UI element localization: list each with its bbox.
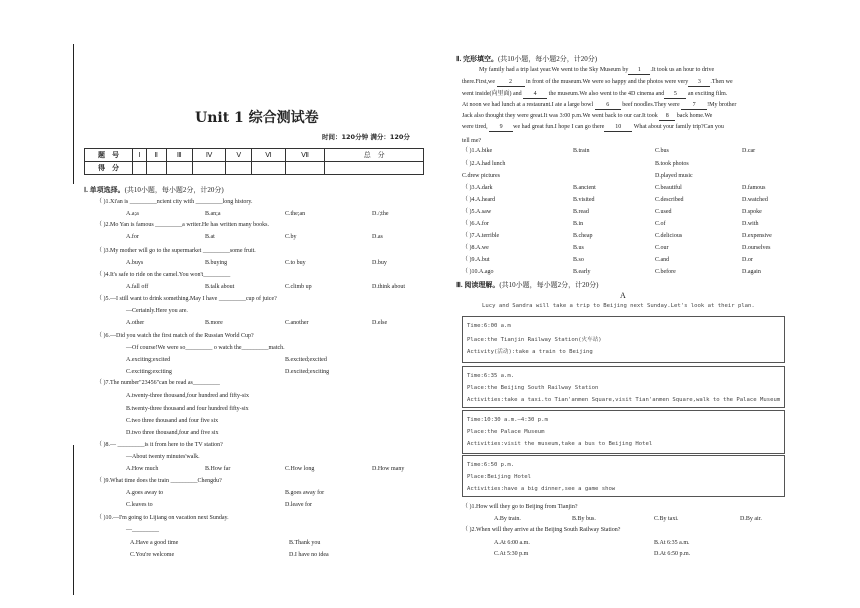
table-cell[interactable]	[325, 162, 424, 175]
passage-text: Jack also thought they were great.It was 3:00 p.m.We went back to our car.It took	[462, 113, 658, 119]
passage-text: in front of the museum.We were so happy and the photos were very	[526, 79, 689, 85]
passage-text: .It took us an hour to drive	[650, 67, 715, 73]
page-title: Unit 1 综合测试卷	[195, 110, 319, 126]
cloze-option[interactable]: （ )10.A.ago	[462, 269, 494, 275]
answer-option[interactable]: C.You're welcome	[130, 552, 175, 558]
answer-option[interactable]: C.leaves to	[126, 502, 153, 508]
question-stem: （ )1.Xi'an is _________ncient city with _________long history.	[96, 199, 253, 205]
cloze-option[interactable]: C.of	[655, 221, 666, 227]
section-1-heading	[84, 186, 224, 194]
answer-option[interactable]: A.exciting;excited	[126, 357, 171, 363]
cloze-option[interactable]: D.ourselves	[742, 245, 771, 251]
passage-text: noodles.They were	[634, 102, 680, 108]
answer-option[interactable]: D./;the	[372, 211, 389, 217]
blank[interactable]: 9	[489, 124, 513, 132]
table-cell: Ⅲ	[166, 149, 192, 162]
answer-option[interactable]: B.goes away for	[285, 490, 325, 496]
answer-option[interactable]: D.buy	[372, 260, 387, 266]
section-3-heading	[456, 281, 599, 289]
answer-option[interactable]: D.By air.	[740, 516, 762, 522]
blank[interactable]: 4	[523, 91, 547, 99]
question-stem: （ )6.—Did you watch the first match of the Russian World Cup?	[96, 333, 254, 339]
cloze-option[interactable]: C.used	[655, 209, 672, 215]
table-cell[interactable]	[146, 162, 166, 175]
cloze-option[interactable]: B.read	[573, 209, 589, 215]
passage-line	[462, 102, 736, 110]
score-table-header	[85, 149, 424, 162]
table-cell: 总 分	[325, 149, 424, 162]
question-stem: （ )5.—I still want to drink something.May I have _________cup of juice?	[96, 296, 277, 302]
cloze-option[interactable]: D.famous	[742, 185, 766, 191]
blank[interactable]: 3	[688, 79, 710, 87]
table-cell: Ⅵ	[252, 149, 285, 162]
page-subtitle: 时间：120分钟 满分：120分	[322, 133, 410, 141]
section-3-title: Ⅲ. 阅读理解。	[456, 281, 500, 289]
question-stem: （ )7.The number"23456"can be read as_________	[96, 380, 220, 386]
cloze-option[interactable]: C.drew pictures	[462, 173, 500, 179]
cloze-option[interactable]: B.ancient	[573, 185, 596, 191]
table-cell[interactable]	[226, 162, 252, 175]
passage-text: What about your family trip?Can you	[633, 124, 724, 130]
section-2-heading	[456, 55, 597, 63]
answer-option[interactable]: C.climb up	[285, 284, 312, 290]
cloze-option[interactable]: B.took photos	[655, 161, 689, 167]
blank[interactable]: 5	[664, 91, 686, 99]
schedule-time: Time:6:35 a.m.	[467, 373, 515, 379]
passage-text: .Then we	[710, 79, 733, 85]
cloze-option[interactable]: D.car	[742, 148, 756, 154]
table-cell: Ⅴ	[226, 149, 252, 162]
schedule-block	[462, 316, 785, 363]
question-line: —Certainly.Here you are.	[126, 308, 188, 314]
table-cell: Ⅳ	[192, 149, 225, 162]
table-cell[interactable]	[252, 162, 285, 175]
answer-option[interactable]: A.buys	[126, 260, 144, 266]
section-3-note: (共10小题，每小题2分，计20分)	[499, 281, 599, 289]
cloze-option[interactable]: （ )2.A.had lunch	[462, 161, 506, 167]
schedule-activity: Activities:visit the museum,take a bus to Beijing Hotel	[467, 441, 653, 447]
answer-option[interactable]: D.excited;exciting	[285, 369, 330, 375]
answer-option[interactable]: D.think about	[372, 284, 405, 290]
answer-option[interactable]: B.By bus.	[572, 516, 596, 522]
passage-text: the museum.We also went to the 4D cinema and	[548, 91, 665, 97]
blank[interactable]: 8	[659, 113, 675, 121]
blank[interactable]: 10	[604, 124, 632, 132]
blank[interactable]: 6	[595, 102, 621, 110]
passage-line	[462, 79, 733, 87]
schedule-place: Place:the Tianjin Railway Station(火车站)	[467, 337, 602, 343]
cloze-option[interactable]: C.bus	[655, 148, 669, 154]
answer-option[interactable]: C.exciting;exciting	[126, 369, 172, 375]
passage-text: went inside(向里面) and	[462, 91, 522, 97]
passage-text: beef	[622, 102, 633, 108]
cloze-option[interactable]: （ )9.A.but	[462, 257, 490, 263]
question-stem: （ )2.Mo Yan is famous _________a writer.He has written many books.	[96, 222, 269, 228]
answer-option[interactable]: D.I have no idea	[289, 552, 329, 558]
answer-option[interactable]: C.By taxi.	[654, 516, 679, 522]
cloze-option[interactable]: C.and	[655, 257, 670, 263]
table-cell[interactable]	[166, 162, 192, 175]
table-cell: 题 号	[85, 149, 133, 162]
answer-option[interactable]: C.At 5:30 p.m	[494, 551, 529, 557]
passage-text: an exciting film.	[687, 91, 728, 97]
schedule-activity: Activities:have a big dinner,see a game show	[467, 486, 616, 492]
cloze-option[interactable]: C.beautiful	[655, 185, 682, 191]
table-cell: Ⅶ	[285, 149, 325, 162]
passage-line	[462, 113, 712, 121]
blank[interactable]: 2	[497, 79, 525, 87]
cloze-option[interactable]: （ )3.A.dark	[462, 185, 493, 191]
cloze-option[interactable]: （ )6.A.for	[462, 221, 489, 227]
binding-line	[73, 445, 74, 595]
cloze-option[interactable]: D.played music	[655, 173, 693, 179]
cloze-option[interactable]: D.or	[742, 257, 753, 263]
cloze-option[interactable]: B.so	[573, 257, 584, 263]
cloze-option[interactable]: （ )4.A.heard	[462, 197, 496, 203]
cloze-option[interactable]: C.described	[655, 197, 684, 203]
schedule-block	[462, 366, 785, 408]
answer-option[interactable]: D.two three thousand,four and five six	[126, 430, 219, 436]
section-1-title: Ⅰ. 单项选择。	[84, 186, 125, 194]
question-line: —About twenty minutes'walk.	[126, 454, 200, 460]
passage-text: we had great fun.I hope I can go there	[513, 124, 605, 130]
answer-option[interactable]: B.twenty-three thousand and four hundred fifty-six	[126, 406, 249, 412]
answer-option[interactable]: B.Thank you	[289, 540, 321, 546]
question-stem: （ )2.When will they arrive at the Beijing South Railway Station?	[462, 527, 621, 533]
schedule-block	[462, 455, 785, 497]
schedule-place: Place:Beijing Hotel	[467, 474, 531, 480]
answer-option[interactable]: D.leave for	[285, 502, 312, 508]
schedule-activity: Activities:take a taxi.to Tian'anmen Square,visit Tian'anmen Square,walk to the Palace Museum	[467, 397, 781, 403]
passage-intro: Lucy and Sandra will take a trip to Beijing next Sunday.Let's look at their plan.	[482, 303, 755, 309]
cloze-option[interactable]: D.with	[742, 221, 759, 227]
passage-text: were tired,	[462, 124, 488, 130]
table-cell[interactable]	[285, 162, 325, 175]
question-line: —_________	[126, 527, 159, 533]
passage-text: !My brother	[707, 102, 737, 108]
answer-option[interactable]: D.else	[372, 320, 388, 326]
cloze-option[interactable]: B.train	[573, 148, 590, 154]
schedule-time: Time:6:00 a.m	[467, 323, 511, 329]
schedule-activity: Activity(活动):take a train to Beijing	[467, 349, 593, 355]
table-cell: Ⅰ	[133, 149, 147, 162]
cloze-option[interactable]: （ )7.A.terrible	[462, 233, 500, 239]
score-table-row	[85, 162, 424, 175]
answer-option[interactable]: B.more	[205, 320, 223, 326]
cloze-option[interactable]: （ )5.A.saw	[462, 209, 492, 215]
answer-option[interactable]: B.How far	[205, 466, 231, 472]
passage-text: there.First,we	[462, 79, 495, 85]
cloze-option[interactable]: B.in	[573, 221, 584, 227]
cloze-option[interactable]: D.spoke	[742, 209, 762, 215]
answer-option[interactable]: B.At 6:35 a.m.	[654, 540, 690, 546]
question-stem: （ )3.My mother will go to the supermarket _________some fruit.	[96, 248, 256, 254]
answer-option[interactable]: A.for	[126, 234, 139, 240]
table-cell: 得 分	[85, 162, 133, 175]
schedule-place: Place:the Beijing South Railway Station	[467, 385, 599, 391]
answer-option[interactable]: D.as	[372, 234, 383, 240]
blank[interactable]: 1	[628, 67, 650, 75]
answer-option[interactable]: C.the;an	[285, 211, 306, 217]
question-stem: （ )10.—I'm going to Lijiang on vacation next Sunday.	[96, 515, 229, 521]
passage-text: back home.We	[676, 113, 713, 119]
schedule-time: Time:6:50 p.m.	[467, 462, 515, 468]
cloze-option[interactable]: C.delicious	[655, 233, 683, 239]
schedule-time: Time:10:30 a.m.—4:30 p.m	[467, 417, 548, 423]
section-2-title: Ⅱ. 完形填空。	[456, 55, 498, 63]
table-cell[interactable]	[192, 162, 225, 175]
answer-option[interactable]: C.by	[285, 234, 297, 240]
answer-option[interactable]: C.to buy	[285, 260, 306, 266]
answer-option[interactable]: B.an;a	[205, 211, 221, 217]
cloze-option[interactable]: （ )8.A.we	[462, 245, 489, 251]
answer-option[interactable]: A.At 6:00 a.m.	[494, 540, 530, 546]
passage-letter: A	[620, 291, 626, 300]
answer-option[interactable]: B.buying	[205, 260, 228, 266]
passage-line	[462, 124, 724, 132]
cloze-option[interactable]: D.again	[742, 269, 761, 275]
passage-line	[479, 67, 714, 75]
cloze-option[interactable]: C.our	[655, 245, 669, 251]
question-stem: （ )1.How will they go to Beijing from Tianjin?	[462, 504, 578, 510]
question-stem: （ )8.— _________is it from here to the TV station?	[96, 442, 223, 448]
cloze-option[interactable]: D.expensive	[742, 233, 772, 239]
answer-option[interactable]: B.talk about	[205, 284, 235, 290]
cloze-option[interactable]: （ )1.A.bike	[462, 148, 493, 154]
answer-option[interactable]: C.another	[285, 320, 309, 326]
cloze-option[interactable]: D.watched	[742, 197, 768, 203]
answer-option[interactable]: D.How many	[372, 466, 405, 472]
answer-option[interactable]: A.How much	[126, 466, 159, 472]
cloze-option[interactable]: C.before	[655, 269, 676, 275]
answer-option[interactable]: A.Have a good time	[130, 540, 179, 546]
passage-line: tell me?	[462, 138, 482, 144]
question-stem: （ )4.It's safe to ride on the camel.You won't_________	[96, 272, 231, 278]
answer-option[interactable]: A.other	[126, 320, 145, 326]
schedule-block	[462, 410, 785, 454]
answer-option[interactable]: C.How long	[285, 466, 315, 472]
answer-option[interactable]: A.By train.	[494, 516, 521, 522]
schedule-place: Place:the Palace Museum	[467, 429, 545, 435]
cloze-option[interactable]: B.visited	[573, 197, 595, 203]
answer-option[interactable]: A.twenty-three thousand,four hundred and fifty-six	[126, 393, 249, 399]
table-cell: Ⅱ	[146, 149, 166, 162]
score-table	[84, 148, 424, 175]
answer-option[interactable]: B.excited;excited	[285, 357, 327, 363]
blank[interactable]: 7	[681, 102, 707, 110]
cloze-option[interactable]: B.early	[573, 269, 591, 275]
answer-option[interactable]: C.two three thousand and four five six	[126, 418, 219, 424]
question-stem: （ )9.What time does the train _________Chengdu?	[96, 478, 222, 484]
table-cell[interactable]	[133, 162, 147, 175]
binding-line	[73, 44, 74, 184]
passage-line	[462, 91, 727, 99]
answer-option[interactable]: A.a;a	[126, 211, 139, 217]
answer-option[interactable]: D.At 6:50 p.m.	[654, 551, 691, 557]
cloze-option[interactable]: B.cheap	[573, 233, 593, 239]
answer-option[interactable]: B.at	[205, 234, 215, 240]
answer-option[interactable]: A.goes away to	[126, 490, 164, 496]
cloze-option[interactable]: B.us	[573, 245, 584, 251]
passage-text: At noon we had lunch at a restaurant.I ate a large bowl	[462, 102, 594, 108]
section-1-note: (共10小题，每小题2分，计20分)	[124, 186, 224, 194]
question-line: —Of course!We were so_________ o watch the_________match.	[126, 345, 285, 351]
section-2-note: (共10小题，每小题2分，计20分)	[497, 55, 598, 63]
answer-option[interactable]: A.fall off	[126, 284, 149, 290]
passage-text: My family had a trip last year.We went to the Sky Museum by	[479, 67, 629, 73]
